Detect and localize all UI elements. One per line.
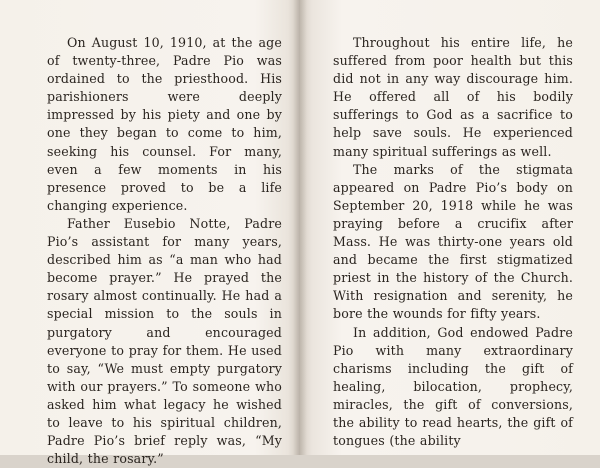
paragraph-stigmata: The marks of the stigmata appeared on Padre Pio’s body on September 20, 1918 while he was praying before a crucifix after Mass. He was thirty-one years old and became the first stigmatized priest in the history of the Church. With resignation and serenity, he bore the wounds for fifty years. [333,161,573,322]
right-page [300,0,600,455]
left-page-text [47,34,282,468]
paragraph-eusebio-notte: Father Eusebio Notte, Padre Pio’s assistant for many years, described him as “a man who had become prayer.” He prayed the rosary almost continually. He had a special mission to the souls in purgatory and encouraged everyone to pray for them. He used to say, “We must empty purgatory with our prayers.” To someone who asked him what legacy he wished to leave to his spiritual children, Padre Pio’s brief reply was, “My child, the rosary.” [47,215,282,467]
right-page-text [333,34,573,450]
paragraph-ordination: On August 10, 1910, at the age of twenty-three, Padre Pio was ordained to the priesthood. His parishioners were deeply impressed by his piety and one by one they began to come to him, seeking his counsel. For many, even a few moments in his presence proved to be a life changing experience. [47,35,282,213]
left-page [0,0,300,467]
paragraph-poor-health: Throughout his entire life, he suffered from poor health but this did not in any way discourage him. He offered all of his bodily sufferings to God as a sacrifice to help save souls. He experienced many spiritual sufferings as well. [333,35,573,159]
book-gutter [293,0,307,455]
paragraph-charisms: In addition, God endowed Padre Pio with many extraordinary charisms including the gift of healing, bilocation, prophecy, miracles, the gift of conversions, the ability to read hearts, the gift of tongues (the ability [333,324,573,449]
